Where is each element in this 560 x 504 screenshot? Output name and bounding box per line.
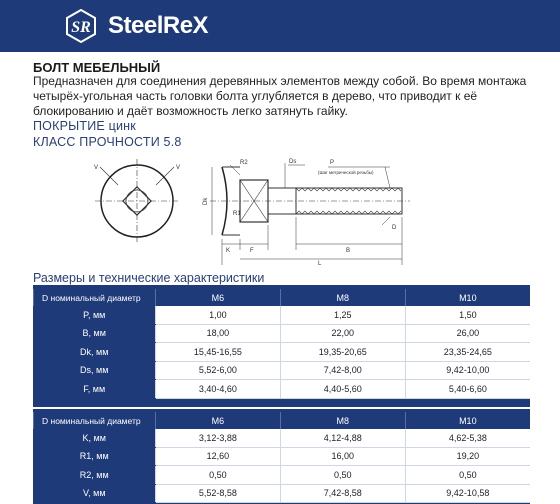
table-cell: 1,00 [156, 306, 281, 324]
table-cell: 1,50 [405, 306, 530, 324]
label-ds: Ds [289, 159, 297, 165]
label-b: B [346, 248, 351, 254]
label-thread-pitch: (Шаг метрической резьбы) [318, 170, 374, 175]
brand-name: SteelReX [108, 12, 209, 39]
table-cell: 19,35-20,65 [280, 343, 405, 362]
table-row [34, 429, 531, 447]
label-d: D [392, 225, 397, 231]
label-v-right: V [176, 165, 181, 171]
table1-header-m8: М8 [280, 289, 405, 306]
table2-header-label: D номинальный диаметр [34, 412, 156, 429]
label-k: K [226, 248, 231, 254]
table-cell: 15,45-16,55 [156, 343, 281, 362]
table-cell: 5,52-6,00 [156, 361, 281, 380]
table2-header-m8: М8 [280, 412, 405, 429]
label-p: P [330, 160, 335, 166]
product-strength-class: КЛАСС ПРОЧНОСТИ 5.8 [33, 135, 182, 149]
specs-table-1 [33, 289, 530, 399]
table-cell: 5,52-8,58 [156, 484, 281, 503]
row-label: B, мм [34, 324, 156, 343]
row-label: V, мм [34, 484, 156, 503]
table-cell: 9,42-10,58 [405, 484, 530, 503]
label-dk: Dk [203, 197, 209, 205]
label-r2: R2 [240, 160, 248, 166]
table1-header-label: D номинальный диаметр [34, 289, 156, 306]
row-label: P, мм [34, 306, 156, 324]
row-label: F, мм [34, 380, 156, 399]
row-label: Dk, мм [34, 343, 156, 362]
table-row [34, 343, 531, 362]
table-cell: 22,00 [280, 324, 405, 343]
bolt-technical-drawing [90, 155, 420, 267]
table-cell: 19,20 [405, 447, 530, 466]
table2-header-m6: М6 [156, 412, 281, 429]
label-l: L [318, 261, 322, 267]
table1-header-row [34, 289, 531, 306]
table-row [34, 447, 531, 466]
table-cell: 0,50 [156, 466, 281, 485]
table-cell: 1,25 [280, 306, 405, 324]
table-row [34, 306, 531, 324]
table-row [34, 484, 531, 503]
table-cell: 4,12-4,88 [280, 429, 405, 447]
table-cell: 26,00 [405, 324, 530, 343]
table-cell: 4,40-5,60 [280, 380, 405, 399]
table2-header-m10: М10 [405, 412, 530, 429]
product-description: Предназначен для соединения деревянных элементов между собой. Во время монтажа четырёх-угольная часть головки болта углубляется в дерево, что приводит к её блокированию и даёт возможность легко затянуть гайку. [33, 74, 527, 118]
table-row [34, 324, 531, 343]
table-cell: 3,12-3,88 [156, 429, 281, 447]
row-label: Ds, мм [34, 361, 156, 380]
brand-logo-icon [64, 9, 98, 43]
row-label: K, мм [34, 429, 156, 447]
table-cell: 16,00 [280, 447, 405, 466]
table-cell: 9,42-10,00 [405, 361, 530, 380]
table-cell: 7,42-8,58 [280, 484, 405, 503]
label-f: F [250, 248, 254, 254]
table-cell: 0,50 [280, 466, 405, 485]
table1-header-m6: М6 [156, 289, 281, 306]
specs-table-2 [33, 412, 530, 503]
specs-section-title: Размеры и технические характеристики [33, 271, 265, 285]
table-row [34, 466, 531, 485]
row-label: R1, мм [34, 447, 156, 466]
row-label: R2, мм [34, 466, 156, 485]
table-cell: 23,35-24,65 [405, 343, 530, 362]
label-r1: R1 [233, 211, 241, 217]
table-cell: 7,42-8,00 [280, 361, 405, 380]
table-cell: 3,40-4,60 [156, 380, 281, 399]
product-title: БОЛТ МЕБЕЛЬНЫЙ [33, 60, 161, 75]
label-v-left: V [94, 165, 99, 171]
table-cell: 5,40-6,60 [405, 380, 530, 399]
brand-header [0, 0, 560, 52]
table-row [34, 380, 531, 399]
table-cell: 0,50 [405, 466, 530, 485]
svg-text:SR: SR [71, 19, 91, 36]
table-cell: 4,62-5,38 [405, 429, 530, 447]
table2-header-row [34, 412, 531, 429]
product-coating: ПОКРЫТИЕ цинк [33, 119, 136, 133]
table-row [34, 361, 531, 380]
table1-header-m10: М10 [405, 289, 530, 306]
table-cell: 12,60 [156, 447, 281, 466]
table-cell: 18,00 [156, 324, 281, 343]
